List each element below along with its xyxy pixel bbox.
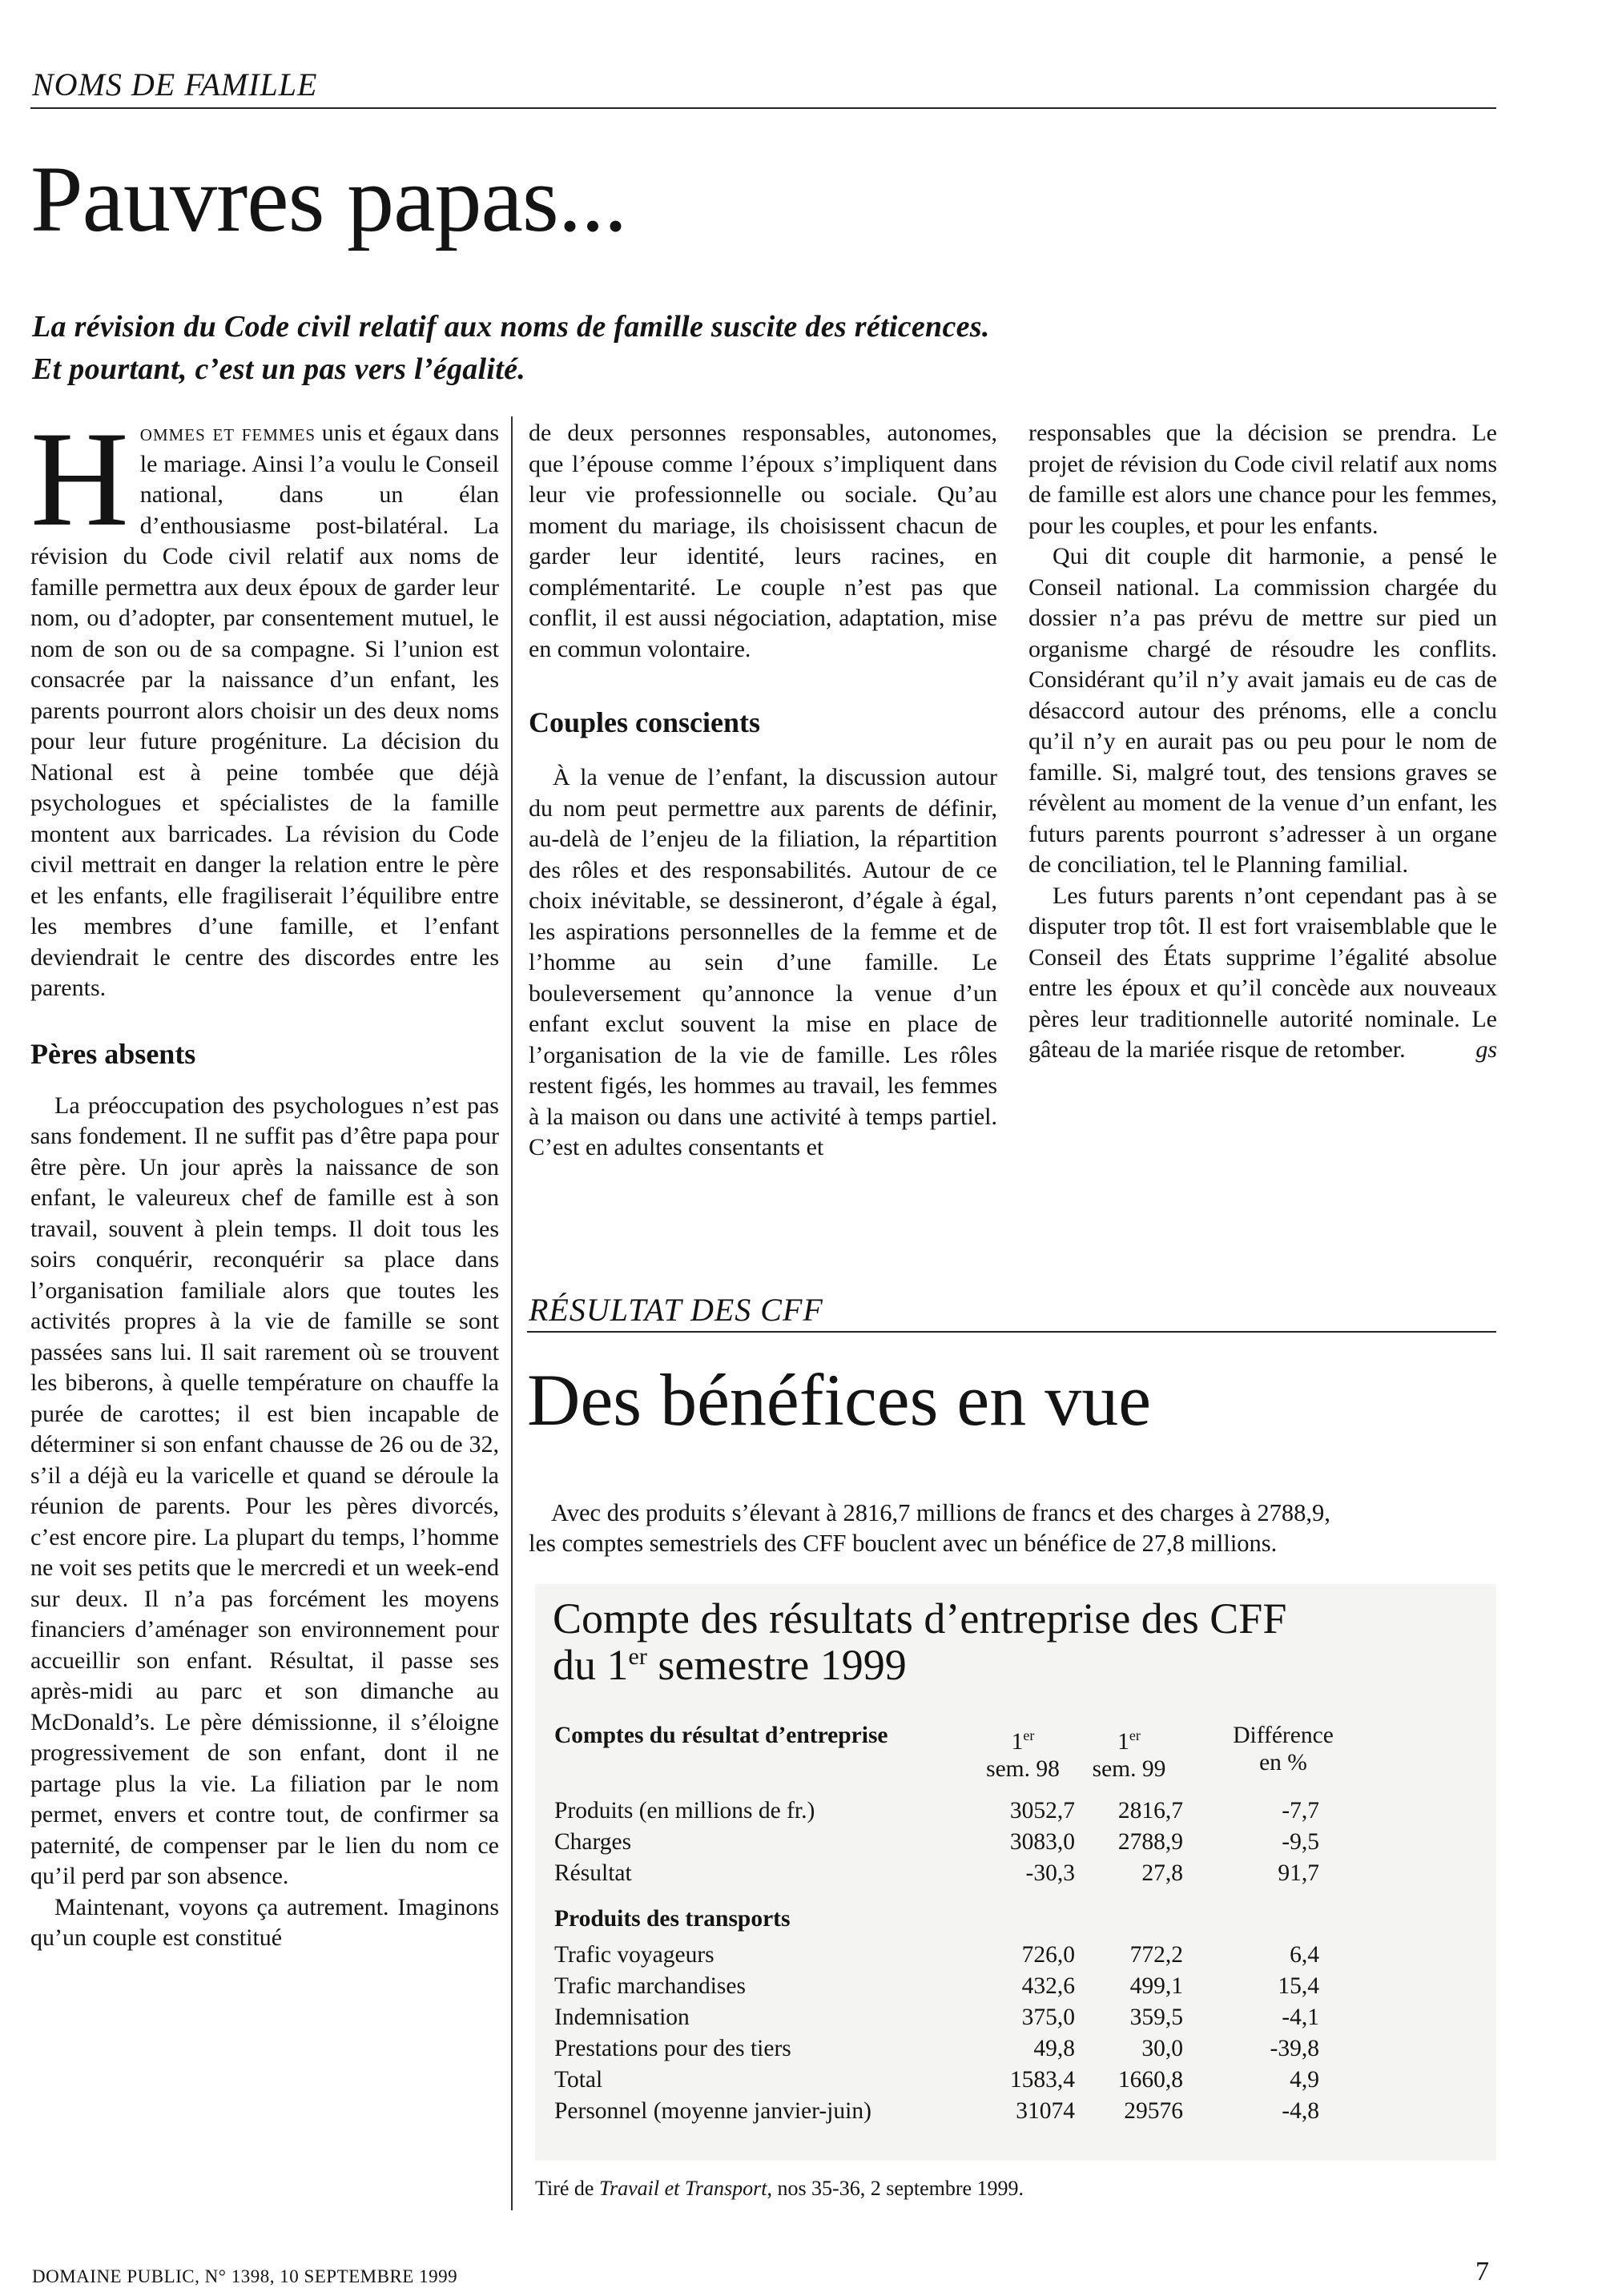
rubric-rule [527,1331,1496,1333]
article-headline: Des bénéfices en vue [527,1359,1152,1441]
paragraph: Maintenant, voyons ça autrement. Imaginons qu’un couple est constitué [30,1893,499,1951]
header-label: Comptes du résultat d’entreprise [554,1723,888,1748]
page-footer: DOMAINE PUBLIC, N° 1398, 10 SEPTEMBRE 1999 [32,2266,458,2286]
cell-sem98: -30,3 [1025,1860,1075,1886]
article-column-2 [529,418,997,1164]
table-row [554,2096,1359,2127]
paragraph [30,404,500,1004]
row-label: Trafic voyageurs [554,1941,714,1968]
row-label: Total [554,2066,603,2093]
section-rubric: RÉSULTAT DES CFF [529,1292,823,1328]
cell-diff: -4,8 [1282,2097,1319,2124]
rubric-rule [30,107,1496,109]
header-sem98: 1er sem. 98 [986,1727,1060,1782]
table-row [554,1795,1359,1827]
article-lead [32,306,990,391]
cell-sem98: 432,6 [1021,1972,1075,1999]
cell-diff: 15,4 [1278,1972,1319,1999]
section-rubric: NOMS DE FAMILLE [32,66,318,103]
row-label: Produits (en millions de fr.) [554,1797,815,1824]
row-label: Résultat [554,1860,632,1886]
results-table [554,1722,1359,2127]
lead-line-2: Et pourtant, c’est un pas vers l’égalité. [32,352,526,386]
row-label: Trafic marchandises [554,1972,746,1999]
cell-sem99: 29576 [1124,2097,1183,2124]
cell-sem99: 30,0 [1141,2035,1183,2061]
cell-sem99: 27,8 [1141,1860,1183,1886]
lead-line-1: La révision du Code civil relatif aux noms de famille suscite des réticences. [32,310,990,344]
table-section-heading: Produits des transports [554,1905,791,1932]
cell-sem99: 2788,9 [1117,1828,1183,1855]
page-number: 7 [1475,2257,1489,2286]
cell-sem98: 726,0 [1021,1941,1075,1968]
article-intro [529,1498,1330,1558]
intro-line-1: Avec des produits s’élevant à 2816,7 millions de francs et des charges à 2788,9, [551,1499,1330,1526]
cell-diff: -9,5 [1282,1828,1319,1855]
paragraph: La préoccupation des psychologues n’est pas sans fondement. Il ne suffit pas d’être papa pour être père. Un jour après la naissance de son enfant, le valeureux chef de famille est à son travail, souvent à plein temps. Il doit tous les soirs conquérir, reconquérir sa place dans l’organisation familiale alors que toutes les activités propres à la vie de famille se sont passées sans lui. Il sait rarement où se trouvent les biberons, à quelle température on chauffe la purée de carottes; il est bien incapable de déterminer si son enfant chausse de 26 ou de 32, s’il a déjà eu la varicelle et quand se déroule la réunion de parents. Pour les pères divorcés, c’est encore pire. La plupart du temps, l’homme ne voit ses petits que le mercredi et un week-end sur deux. Il n’a pas forcément les moyens financiers d’aménager son environnement pour accueillir son enfant. Résultat, il passe ses après-midi au parc et son dimanche au McDonald’s. Le père démissionne, il s’éloigne progressivement de son enfant, dont il ne partage plus la vie. La filiation par le nom permet, envers et contre tout, de confirmer sa paternité, de compenser par le lien du nom ce qu’il perd par son absence. [30,1092,499,1889]
intro-line-2: les comptes semestriels des CFF bouclent avec un bénéfice de 27,8 millions. [529,1530,1278,1557]
article-column-3 [1028,418,1497,1066]
subheading: Pères absents [30,1037,196,1070]
row-label: Personnel (moyenne janvier-juin) [554,2097,871,2124]
cell-sem98: 1583,4 [1009,2066,1075,2093]
table-row [554,1827,1359,1858]
table-header-row [554,1722,1359,1783]
table-row [554,1940,1359,1971]
cell-diff: 91,7 [1278,1860,1319,1886]
table-source: Tiré de Travail et Transport, nos 35-36, 2 septembre 1999. [535,2177,1024,2200]
table-title [553,1595,1286,1688]
table-row [554,1858,1359,1889]
table-row [554,2033,1359,2065]
cell-diff: 6,4 [1290,1941,1319,1968]
cell-sem98: 49,8 [1033,2035,1075,2061]
cell-sem98: 375,0 [1021,2004,1075,2030]
paragraph: responsables que la décision se prendra. Le projet de révision du Code civil relatif aux noms de famille est alors une chance pour les femmes, pour les couples, et pour les enfants. [1028,420,1497,539]
small-caps-opening: ommes et femmes [139,420,316,446]
cell-sem98: 3083,0 [1009,1828,1075,1855]
cell-sem99: 499,1 [1129,1972,1183,1999]
paragraph [1028,881,1497,1066]
row-label: Charges [554,1828,632,1855]
table-row [554,2065,1359,2096]
column-divider [511,416,513,2210]
cell-sem98: 31074 [1016,2097,1075,2124]
article-headline: Pauvres papas... [30,147,627,251]
cell-diff: 4,9 [1290,2066,1319,2093]
paragraph: À la venue de l’enfant, la discussion autour du nom peut permettre aux parents de définir, au-delà de l’enjeu de la filiation, la répartition des rôles et des responsabilités. Autour de ce choix inévitable, se dessineront, d’égale à égal, les aspirations personnelles de la femme et de l’homme au sein d’une famille. Le bouleversement qu’annonce la venue d’un enfant exclut souvent la mise en place de l’organisation de la vie de famille. Les rôles restent figés, les hommes au travail, les femmes à la maison ou dans une activité à temps partiel. C’est en adultes consentants et [529,764,997,1160]
subheading: Couples conscients [529,706,761,738]
cell-diff: -7,7 [1282,1797,1319,1824]
article-column-1 [30,404,500,1954]
paragraph: de deux personnes responsables, autonomes, que l’épouse comme l’époux s’impliquent dans leur vie professionnelle ou sociale. Qu’au moment du mariage, ils choisissent chacun de garder leur identité, leurs racines, en complémentarité. Le couple n’est pas que conflit, il est aussi négociation, adaptation, mise en commun volontaire. [529,420,997,662]
row-label: Prestations pour des tiers [554,2035,791,2061]
author-signature: gs [1475,1036,1497,1063]
header-diff: Différence en % [1233,1723,1334,1775]
cell-sem99: 359,5 [1129,2004,1183,2030]
table-row [554,2002,1359,2033]
table-title-line-1: Compte des résultats d’entreprise des CFF [553,1594,1287,1643]
cell-diff: -39,8 [1270,2035,1319,2061]
cell-sem99: 2816,7 [1117,1797,1183,1824]
cell-diff: -4,1 [1282,2004,1319,2030]
cell-sem98: 3052,7 [1009,1797,1075,1824]
header-sem99: 1er sem. 99 [1092,1727,1166,1782]
cell-sem99: 772,2 [1129,1941,1183,1968]
drop-cap: H [30,404,129,554]
paragraph-text: Les futurs parents n’ont cependant pas à se disputer trop tôt. Il est fort vraisemblable que le Conseil des États supprime l’égalité absolue entre les époux et qu’il concède aux nouveaux pères leur traditionnelle autorité nominale. Le gâteau de la mariée risque de retomber. [1028,882,1497,1063]
table-title-line-2: du 1er semestre 1999 [553,1641,907,1689]
cell-sem99: 1660,8 [1117,2066,1183,2093]
table-row [554,1971,1359,2002]
row-label: Indemnisation [554,2004,690,2030]
paragraph-text: unis et égaux dans le mariage. Ainsi l’a voulu le Conseil national, dans un élan d’enthousiasme post-bilatéral. La révision du Code civil relatif aux noms de famille permettra aux deux époux de garder leur nom, ou d’adopter, par consentement mutuel, le nom de son ou de sa compagne. Si l’union est consacrée par la naissance d’un enfant, les parents pourront alors choisir un des deux noms pour leur future progéniture. La décision du National est à peine tombée que déjà psychologues et spécialistes de la famille montent aux barricades. La révision du Code civil mettrait en danger la relation entre le père et les enfants, elle fragiliserait l’équilibre entre les membres d’une famille, et l’enfant deviendrait le centre des discordes entre les parents. [30,420,500,1001]
paragraph: Qui dit couple dit harmonie, a pensé le Conseil national. La commission chargée du dossier n’a pas prévu de mettre sur pied un organisme chargé de résoudre les conflits. Considérant qu’il n’y avait jamais eu de cas de désaccord autour des prénoms, elle a conclu qu’il n’y en aurait pas ou peu pour le nom de famille. Si, malgré tout, des tensions graves se révèlent au moment de la venue d’un enfant, les futurs parents pourront s’adresser à un organe de conciliation, tel le Planning familial. [1028,543,1497,878]
